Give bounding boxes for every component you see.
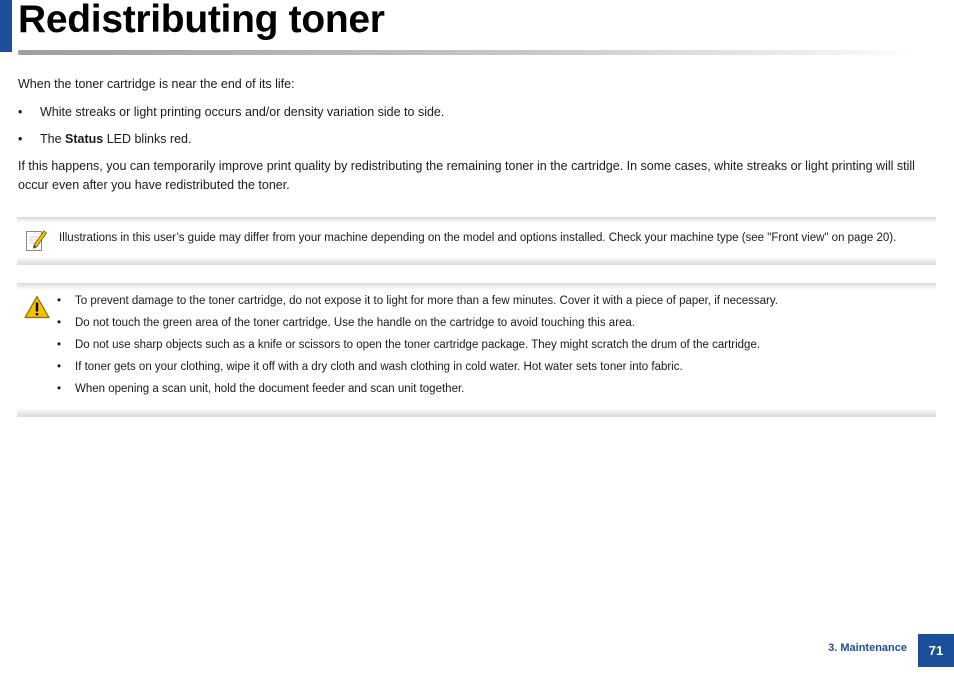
explanation-paragraph: If this happens, you can temporarily improve print quality by redistributing the remaining toner in the cartridge. In some cases, white streaks or light printing will still occur even after you have redistributed the toner. — [18, 159, 915, 192]
bullet-icon: • — [18, 132, 23, 146]
title-divider — [18, 50, 918, 55]
bullet-icon: • — [57, 317, 62, 329]
list-item — [18, 103, 444, 130]
caution-text: To prevent damage to the toner cartridge, do not expose it to light for more than a few minutes. Cover it with a piece of paper, if necessary. — [75, 295, 778, 307]
caution-triangle-icon — [24, 295, 50, 319]
list-item — [57, 359, 778, 381]
list-item — [57, 315, 778, 337]
bullet-icon: • — [18, 105, 23, 119]
page-number: 71 — [918, 634, 954, 667]
bullet-icon: • — [57, 339, 62, 351]
note-pencil-icon — [25, 228, 47, 252]
note-box — [17, 217, 936, 265]
bullet-prefix: The — [40, 132, 66, 146]
caution-text: Do not touch the green area of the toner cartridge. Use the handle on the cartridge to avoid touching this area. — [75, 317, 636, 329]
caution-text: If toner gets on your clothing, wipe it off with a dry cloth and wash clothing in cold water. Hot water sets toner into fabric. — [75, 361, 683, 373]
bullet-icon: • — [57, 295, 62, 307]
list-item — [57, 293, 778, 315]
list-item — [57, 381, 778, 403]
page-title: Redistributing toner — [18, 0, 385, 41]
list-item — [18, 130, 444, 157]
caution-text: When opening a scan unit, hold the document feeder and scan unit together. — [75, 383, 465, 395]
note-text: Illustrations in this user’s guide may differ from your machine depending on the model and options installed. Check your machine type (see "Front view" on page 20). — [59, 232, 897, 244]
footer-section-link[interactable]: 3. Maintenance — [828, 642, 907, 654]
caution-list — [57, 293, 778, 403]
list-item — [57, 337, 778, 359]
bullet-icon: • — [57, 383, 62, 395]
intro-text: When the toner cartridge is near the end of its life: — [18, 77, 295, 91]
caution-box — [17, 283, 936, 417]
bullet-text: White streaks or light printing occurs and/or density variation side to side. — [40, 105, 445, 119]
bullet-icon: • — [57, 361, 62, 373]
status-led-label: Status — [65, 132, 104, 146]
title-accent-bar — [0, 0, 12, 52]
symptom-list — [18, 103, 444, 157]
caution-text: Do not use sharp objects such as a knife or scissors to open the toner cartridge package. They might scratch the drum of the cartridge. — [75, 339, 761, 351]
bullet-suffix: LED blinks red. — [103, 132, 192, 146]
